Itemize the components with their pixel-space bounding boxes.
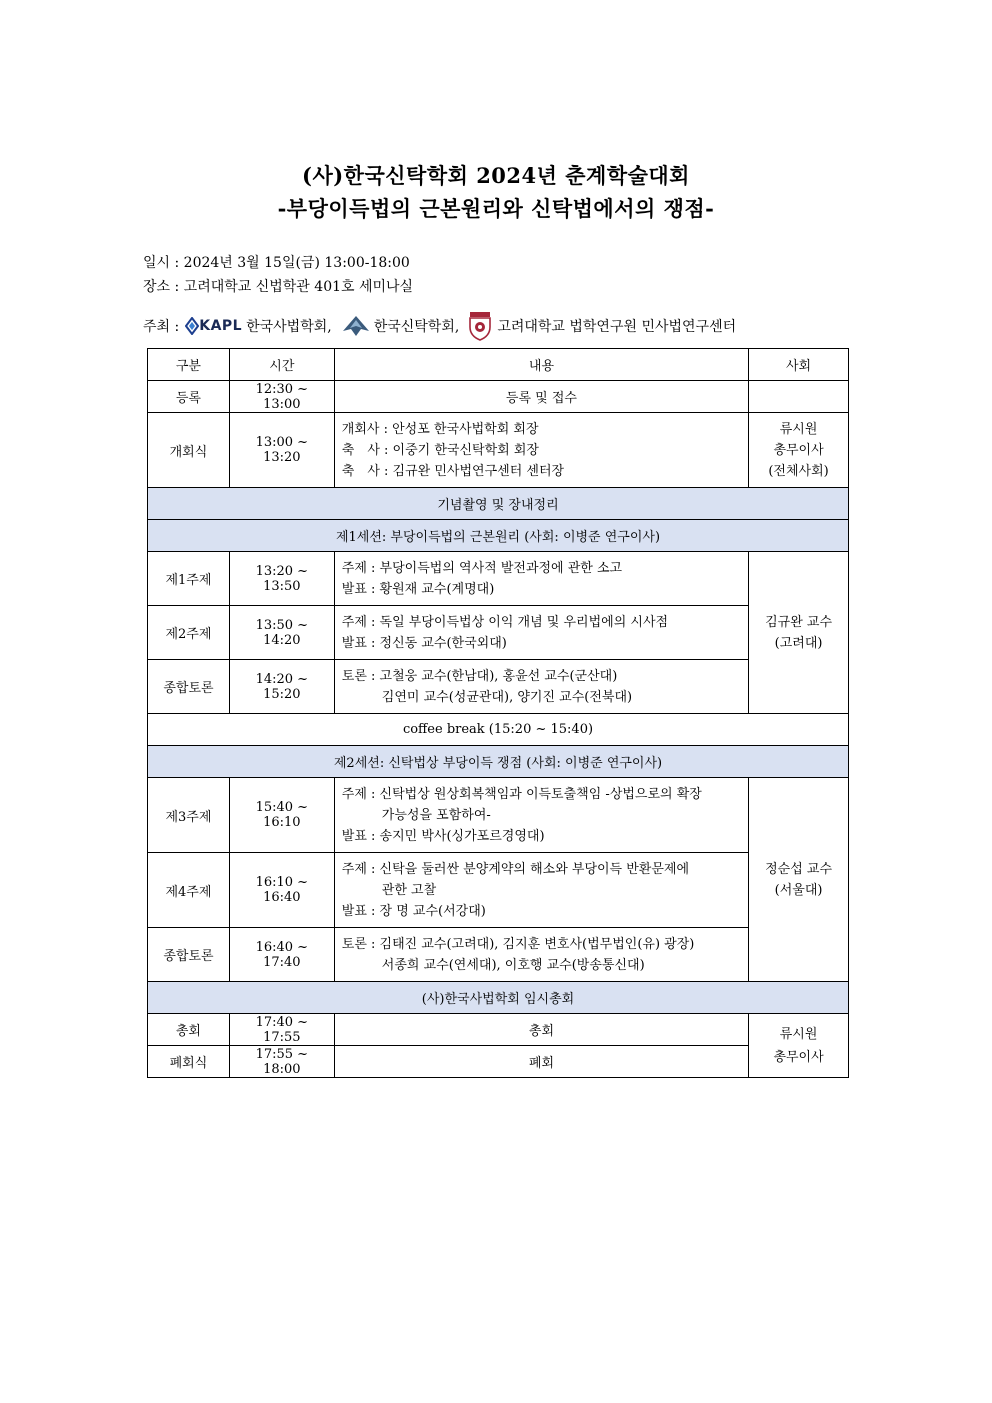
discussion2-time: 16:40 ~ 17:40	[229, 928, 334, 982]
table-row	[148, 413, 849, 488]
photo-text: 기념촬영 및 장내정리	[148, 488, 849, 520]
opening-line: 축 사 : 김규완 민사법연구센터 센터장	[341, 463, 565, 479]
registration-time: 12:30 ~ 13:00	[229, 381, 334, 413]
topic1-time: 13:20 ~ 13:50	[229, 552, 334, 606]
closing-label: 폐회식	[148, 1046, 230, 1078]
topic4-label: 제4주제	[148, 853, 230, 928]
topic-line: 발표 : 송지민 박사(싱가포르경영대)	[341, 828, 545, 844]
discussion1-label: 종합토론	[148, 660, 230, 714]
moderator-line: 총무이사	[773, 1049, 824, 1065]
kapl-logo-text: KAPL	[199, 318, 243, 334]
opening-line: 축 사 : 이중기 한국신탁학회 회장	[341, 442, 539, 458]
topic-line: 주제 : 독일 부당이득법상 이익 개념 및 우리법에의 시사점	[341, 614, 669, 630]
topic-line: 주제 : 신탁을 둘러싼 분양계약의 해소와 부당이득 반환문제에	[341, 861, 690, 877]
topic3-time: 15:40 ~ 16:10	[229, 778, 334, 853]
topic1-content	[334, 552, 748, 606]
topic-line: 주제 : 부당이득법의 역사적 발전과정에 관한 소고	[341, 560, 623, 576]
topic4-content	[334, 853, 748, 928]
header-content: 내용	[334, 349, 748, 381]
topic2-content	[334, 606, 748, 660]
host-3: 고려대학교 법학연구원 민사법연구센터	[497, 319, 737, 335]
event-place: 장소 : 고려대학교 신법학관 401호 세미나실	[143, 279, 414, 295]
kapl-diamond-icon	[185, 317, 199, 335]
closing-moderator	[749, 1014, 849, 1078]
general-assembly-title: (사)한국사법학회 임시총회	[148, 982, 849, 1014]
assembly-content: 총회	[334, 1014, 748, 1046]
moderator-line: (고려대)	[774, 635, 823, 651]
topic-line: 서종희 교수(연세대), 이호행 교수(방송통신대)	[381, 957, 645, 973]
table-row	[148, 660, 849, 714]
topic-line: 가능성을 포함하여-	[381, 807, 491, 823]
topic2-time: 13:50 ~ 14:20	[229, 606, 334, 660]
topic3-label: 제3주제	[148, 778, 230, 853]
topic-line: 발표 : 황원재 교수(계명대)	[341, 581, 495, 597]
topic-line: 발표 : 장 명 교수(서강대)	[341, 903, 486, 919]
discussion1-content	[334, 660, 748, 714]
session2-band	[148, 746, 849, 778]
moderator-line: (서울대)	[774, 882, 823, 898]
topic-line: 토론 : 고철웅 교수(한남대), 홍윤선 교수(군산대)	[341, 668, 618, 684]
session1-band	[148, 520, 849, 552]
topic-line: 주제 : 신탁법상 원상회복책임과 이득토출책임 -상법으로의 확장	[341, 786, 702, 802]
opening-line: 개회사 : 안성포 한국사법학회 회장	[341, 421, 539, 437]
event-hosts	[143, 311, 736, 341]
opening-content	[334, 413, 748, 488]
discussion2-label: 종합토론	[148, 928, 230, 982]
topic-line: 토론 : 김태진 교수(고려대), 김지훈 변호사(법무법인(유) 광장)	[341, 936, 695, 952]
kapl-logo	[185, 317, 242, 335]
assembly-label: 총회	[148, 1014, 230, 1046]
closing-content: 폐회	[334, 1046, 748, 1078]
host-1: 한국사법학회,	[246, 319, 332, 335]
session1-moderator	[749, 552, 849, 714]
korea-univ-logo	[467, 311, 493, 341]
topic3-content	[334, 778, 748, 853]
header-time: 시간	[229, 349, 334, 381]
registration-content: 등록 및 접수	[334, 381, 748, 413]
table-row	[148, 1046, 849, 1078]
schedule-table	[147, 348, 849, 1078]
closing-time: 17:55 ~ 18:00	[229, 1046, 334, 1078]
topic-line: 김연미 교수(성균관대), 양기진 교수(전북대)	[381, 689, 633, 705]
table-row	[148, 853, 849, 928]
moderator-line: 류시원	[779, 1026, 818, 1042]
coffee-break: coffee break (15:20 ~ 15:40)	[148, 714, 849, 746]
topic4-time: 16:10 ~ 16:40	[229, 853, 334, 928]
general-band	[148, 982, 849, 1014]
table-row	[148, 778, 849, 853]
table-row	[148, 928, 849, 982]
moderator-line: (전체사회)	[768, 463, 829, 479]
moderator-line: 류시원	[779, 421, 818, 437]
korea-univ-crest-icon	[467, 311, 493, 341]
registration-label: 등록	[148, 381, 230, 413]
header-category: 구분	[148, 349, 230, 381]
table-row	[148, 1014, 849, 1046]
topic-line: 관한 고찰	[381, 882, 437, 898]
topic2-label: 제2주제	[148, 606, 230, 660]
host-label: 주최 :	[143, 319, 180, 335]
opening-label: 개회식	[148, 413, 230, 488]
assembly-time: 17:40 ~ 17:55	[229, 1014, 334, 1046]
kst-logo	[342, 315, 370, 337]
session2-title: 제2세션: 신탁법상 부당이득 쟁점 (사회: 이병준 연구이사)	[148, 746, 849, 778]
table-row	[148, 552, 849, 606]
moderator-line: 정순섭 교수	[765, 861, 833, 877]
host-2: 한국신탁학회,	[373, 319, 460, 335]
document-title: (사)한국신탁학회 2024년 춘계학술대회	[302, 163, 690, 188]
topic1-label: 제1주제	[148, 552, 230, 606]
table-header-row	[148, 349, 849, 381]
opening-time: 13:00 ~ 13:20	[229, 413, 334, 488]
document-subtitle: -부당이득법의 근본원리와 신탁법에서의 쟁점-	[277, 196, 715, 221]
photo-band	[148, 488, 849, 520]
opening-moderator	[749, 413, 849, 488]
session2-moderator	[749, 778, 849, 982]
discussion2-content	[334, 928, 748, 982]
registration-moderator	[749, 381, 849, 413]
table-row	[148, 381, 849, 413]
moderator-line: 김규완 교수	[765, 614, 833, 630]
kst-mountain-icon	[342, 315, 370, 337]
table-row	[148, 606, 849, 660]
session1-title: 제1세션: 부당이득법의 근본원리 (사회: 이병준 연구이사)	[148, 520, 849, 552]
moderator-line: 총무이사	[773, 442, 824, 458]
header-moderator: 사회	[749, 349, 849, 381]
topic-line: 발표 : 정신동 교수(한국외대)	[341, 635, 507, 651]
event-date: 일시 : 2024년 3월 15일(금) 13:00-18:00	[143, 255, 410, 271]
discussion1-time: 14:20 ~ 15:20	[229, 660, 334, 714]
coffee-row	[148, 714, 849, 746]
